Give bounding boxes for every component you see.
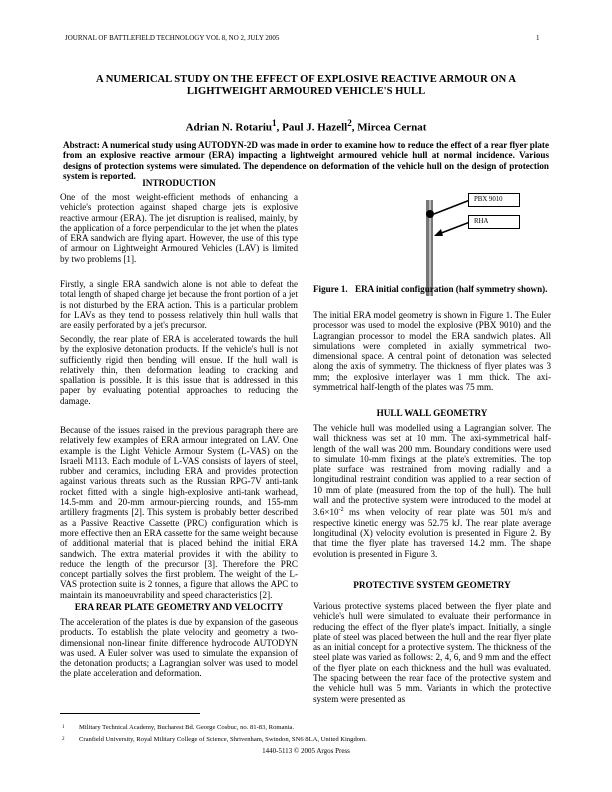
figure-1 — [310, 185, 560, 300]
paragraph: Various protective systems placed between the flyer plate and vehicle's hull were simulated to evaluate their performance in reducing the effect of the flyer plate's impact. Initially, a single plate of steel was placed between the hull and the rear flyer plate as an initial concept for a protective system. The thickness of the steel plate was varied as follows: 2, 4, 6, and 9 mm and the effect of the flyer plate on each thickness and the hull was evaluated. The spacing between the rear face of the protective system and the vehicle hull was 5 mm. Variants in which the protective system were presented as — [313, 601, 551, 704]
abstract: Abstract: A numerical study using AUTODYN-2D was made in order to examine how to reduce the effect of a rear flyer plate from an explosive reactive armour (ERA) impacting a lightweight armoured vehicle hull at normal incidence. Various designs of protection systems were simulated. The dependence on deformation of the vehicle hull on the design of protection system is reported. — [63, 140, 549, 181]
footnote-rule — [60, 713, 200, 714]
paragraph: The initial ERA model geometry is shown in Figure 1. The Euler processor was used to model the explosive (PBX 9010) and the Lagrangian processor to model the ERA sandwich plates. All simulations were completed in axially symmetrical two-dimensional space. A central point of detonation was selected along the axis of symmetry. The thickness of flyer plates was 3 mm; the explosive interlayer was 1 mm thick. The axi-symmetrical half-length of the plates was 75 mm. — [313, 310, 551, 393]
label-pbx-9010: PBX 9010 — [468, 193, 520, 207]
arrow-pbx — [434, 200, 470, 214]
paragraph: The vehicle hull was modelled using a Lagrangian solver. The wall thickness was set at 10 mm. The axi-symmetrical half-length of the wall was 200 mm. Boundary conditions were used to simulate 10-mm fixings at the plate's extremities. The top plate surface was restrained from moving radially and a longitudinal restraint condition was applied to a rear section of 10 mm of plate (measured from the top of the hull). The hull wall and the protective system were introduced to the model at $3.6\times 10^{-2}$ ms when velocity of rear plate was 501 m/s and respective kinetic energy was 52.75 kJ. The rear plate average longitudinal (X) velocity evolution is presented in Figure 2. By that time the flyer plate has traversed 14.2 mm. The shape evolution is presented in Figure 3. — [313, 423, 551, 559]
paragraph: One of the most weight-efficient methods of enhancing a vehicle's protection against shaped charge jets is explosive reactive armour (ERA). The jet disruption is realised, mainly, by the application of a force perpendicular to the jet when the plates of ERA sandwich are flying apart. However, the use of this type of armour on Lightweight Armoured Vehicles (LAV) is limited by two problems [1]. — [60, 192, 298, 264]
label-rha: RHA — [468, 215, 520, 229]
author: Adrian N. Rotariu — [185, 121, 273, 134]
author-list: Adrian N. Rotariu$^1$, Paul J. Hazell$^2$, Mircea Cernat — [185, 118, 427, 134]
footnote: 2 Cranfield University, Royal Military College of Science, Shrivenham, Swindon, SN6 8LA, United Kingdom. — [62, 736, 367, 743]
figure-caption: Figure 1. ERA initial configuration (half symmetry shown). — [313, 284, 548, 294]
page-footer: 1440-5113 © 2005 Argos Press — [262, 747, 350, 755]
footnote: 1 Military Technical Academy, Bucharest Bd. George Cosbuc, no. 81-83, Romania. — [62, 724, 295, 731]
author: Mircea Cernat — [357, 121, 427, 134]
section-heading-era-rear-plate: ERA REAR PLATE GEOMETRY AND VELOCITY — [74, 602, 284, 612]
era-configuration-diagram — [310, 185, 560, 300]
paragraph: Firstly, a single ERA sandwich alone is not able to defeat the total length of shaped charge jet because the front portion of a jet is not disturbed by the ERA action. This is a particular problem for LAVs as they tend to possess relatively thin hull walls that are easily perforated by a jet's precursor. — [60, 279, 298, 331]
section-heading-protective-system: PROTECTIVE SYSTEM GEOMETRY — [353, 580, 511, 590]
running-header: JOURNAL OF BATTLEFIELD TECHNOLOGY VOL 8, NO 2, JULY 2005 — [65, 34, 280, 42]
detonation-point — [426, 210, 434, 218]
paragraph: The acceleration of the plates is due by expansion of the gaseous products. To establish the plate velocity and geometry a two-dimensional non-linear finite difference hydrocode AUTODYN was used. A Euler solver was used to simulate the expansion of the detonation products; a Lagrangian solver was used to model the plate acceleration and deformation. — [60, 617, 298, 679]
section-heading-hull-wall: HULL WALL GEOMETRY — [376, 408, 488, 418]
paper-title: A NUMERICAL STUDY ON THE EFFECT OF EXPLOSIVE REACTIVE ARMOUR ON A LIGHTWEIGHT ARMOURED VEHICLE'S HULL — [96, 74, 516, 97]
paragraph: Secondly, the rear plate of ERA is accelerated towards the hull by the explosive detonation products. If the vehicle's hull is not sufficiently rigid then bending will ensue. If the hull wall is relatively thin, then deformation leading to cracking and spallation is possible. It is this issue that is addressed in this paper by evaluating potential approaches to reducing the damage. — [60, 334, 298, 406]
author: Paul J. Hazell — [282, 121, 348, 134]
paragraph: Because of the issues raised in the previous paragraph there are relatively few examples of ERA armour integrated on LAV. One example is the Light Vehicle Armour System (L-VAS) on the Israeli M113. Each module of L-VAS consists of layers of steel, rubber and ceramics, including ERA and provides protection against various threats such as the Russian RPG-7V anti-tank rocket fitted with a single high-explosive anti-tank warhead, 14.5-mm and 20-mm armour-piercing rounds, and 155-mm artillery fragments [2]. This system is probably better described as a Passive Reactive Cassette (PRC) configuration which is more effective then an ERA cassette for the same weight because of additional material that is placed behind the initial ERA sandwich. The extra material provides it with the ability to reduce the length of the precursor [3]. Therefore the PRC concept partially solves the first problem. The weight of the L-VAS protection suite is 2 tonnes, a figure that allows the APC to maintain its manoeuvrability and speed characteristics [2]. — [60, 425, 298, 600]
page-number: 1 — [536, 34, 540, 42]
section-heading-introduction: INTRODUCTION — [142, 178, 216, 188]
